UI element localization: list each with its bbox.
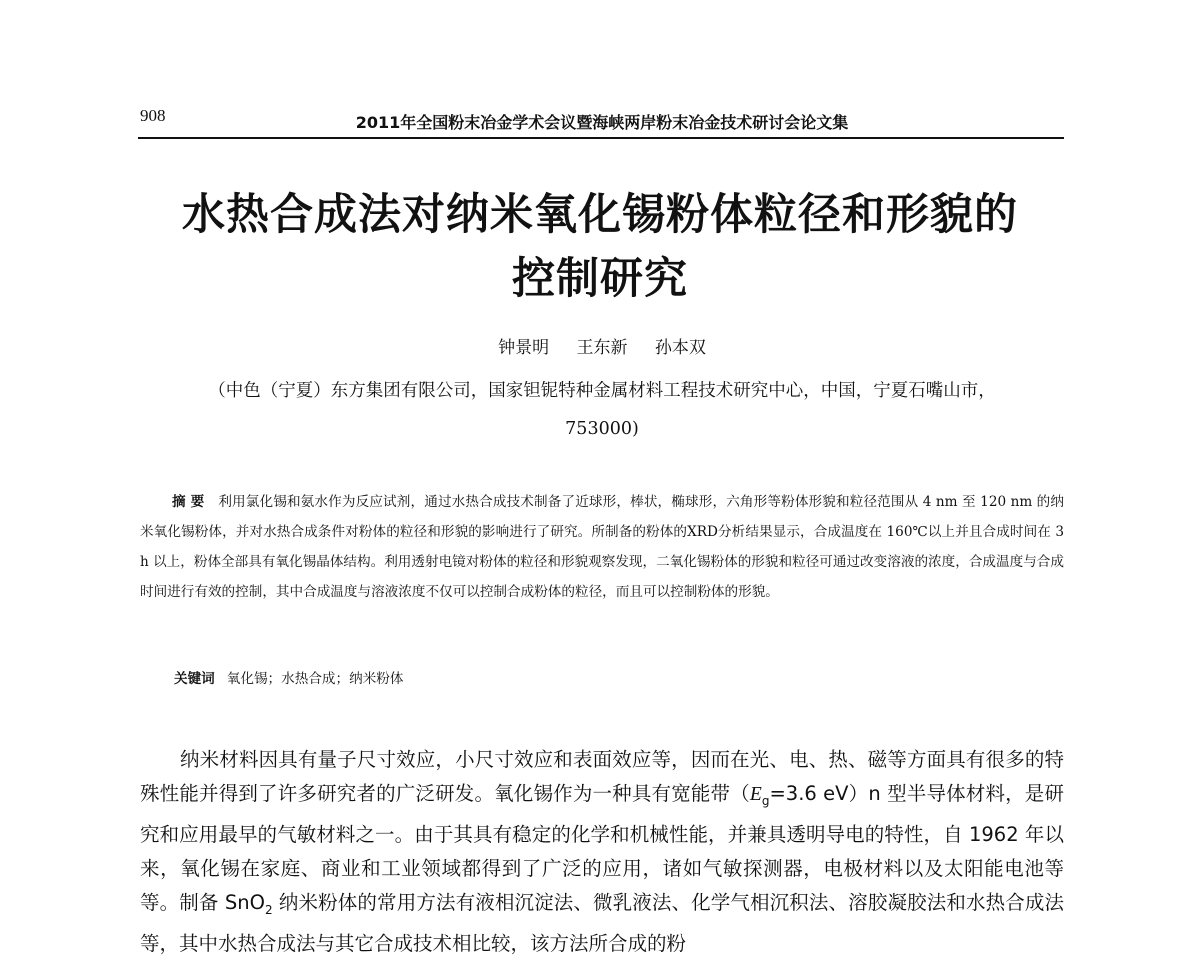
eg-subscript: g xyxy=(761,793,770,808)
running-header: 2011年全国粉末冶金学术会议暨海峡两岸粉末冶金技术研讨会论文集 xyxy=(355,113,849,132)
abstract-label: 摘 要 xyxy=(172,494,205,510)
body-paragraph xyxy=(140,743,1064,961)
header-rule xyxy=(138,137,1064,139)
body-text-part-3: 纳米粉体的常用方法有液相沉淀法、微乳液法、化学气相沉积法、溶胶凝胶法和水热合成法等，其中水热合成法与其它合成技术相比较，该方法所合成的粉 xyxy=(140,890,1064,955)
body-text-part-1: 纳米材料因具有量子尺寸效应，小尺寸效应和表面效应等，因而在光、电、热、磁等方面具有很多的特殊性能并得到了许多研究者的广泛研发。氧化锡作为一种具有宽能带（ xyxy=(140,748,1064,805)
affiliation xyxy=(140,372,1064,448)
affiliation-line-1: （中色（宁夏）东方集团有限公司，国家钽铌特种金属材料工程技术研究中心，中国，宁夏石嘴山市， xyxy=(208,381,996,401)
sno2-subscript: 2 xyxy=(264,902,273,917)
keywords-label: 关键词 xyxy=(174,671,215,687)
keywords-text: 氧化锡；水热合成；纳米粉体 xyxy=(226,671,404,687)
title-line-2: 控制研究 xyxy=(512,254,688,304)
body-text-part-2: =3.6 eV）n 型半导体材料，是研究和应用最早的气敏材料之一。由于其具有稳定的化学和机械性能，并兼具透明导电的特性，自 1962 年以来，氧化锡在家庭、商业和工业领域都得到了广泛的应用，诸如气敏探测器，电极材料以及太阳能电池等等。制备 SnO xyxy=(140,782,1064,914)
affiliation-line-2: 753000) xyxy=(565,419,639,439)
keywords xyxy=(174,667,404,687)
page-number: 908 xyxy=(140,106,166,125)
authors: 钟景明 王东新 孙本双 xyxy=(498,338,706,358)
abstract-text: 利用氯化锡和氨水作为反应试剂，通过水热合成技术制备了近球形，棒状，椭球形，六角形等粉体形貌和粒径范围从 4 nm 至 120 nm 的纳米氧化锡粉体，并对水热合成条件对粉体的粒径和形貌的影响进行了研究。所制备的粉体的XRD分析结果显示，合成温度在 160℃以上并且合成时间在 3 h 以上，粉体全部具有氧化锡晶体结构。利用透射电镜对粉体的粒径和形貌观察发现，二氧化锡粉体的形貌和粒径可通过改变溶液的浓度，合成温度与合成时间进行有效的控制，其中合成温度与溶液浓度不仅可以控制合成粉体的粒径，而且可以控制粉体的形貌。 xyxy=(140,494,1065,600)
title-line-1: 水热合成法对纳米氧化锡粉体粒径和形貌的 xyxy=(182,190,1018,240)
paper-title xyxy=(100,183,1100,311)
abstract xyxy=(140,487,1064,607)
eg-symbol: E xyxy=(749,784,762,805)
